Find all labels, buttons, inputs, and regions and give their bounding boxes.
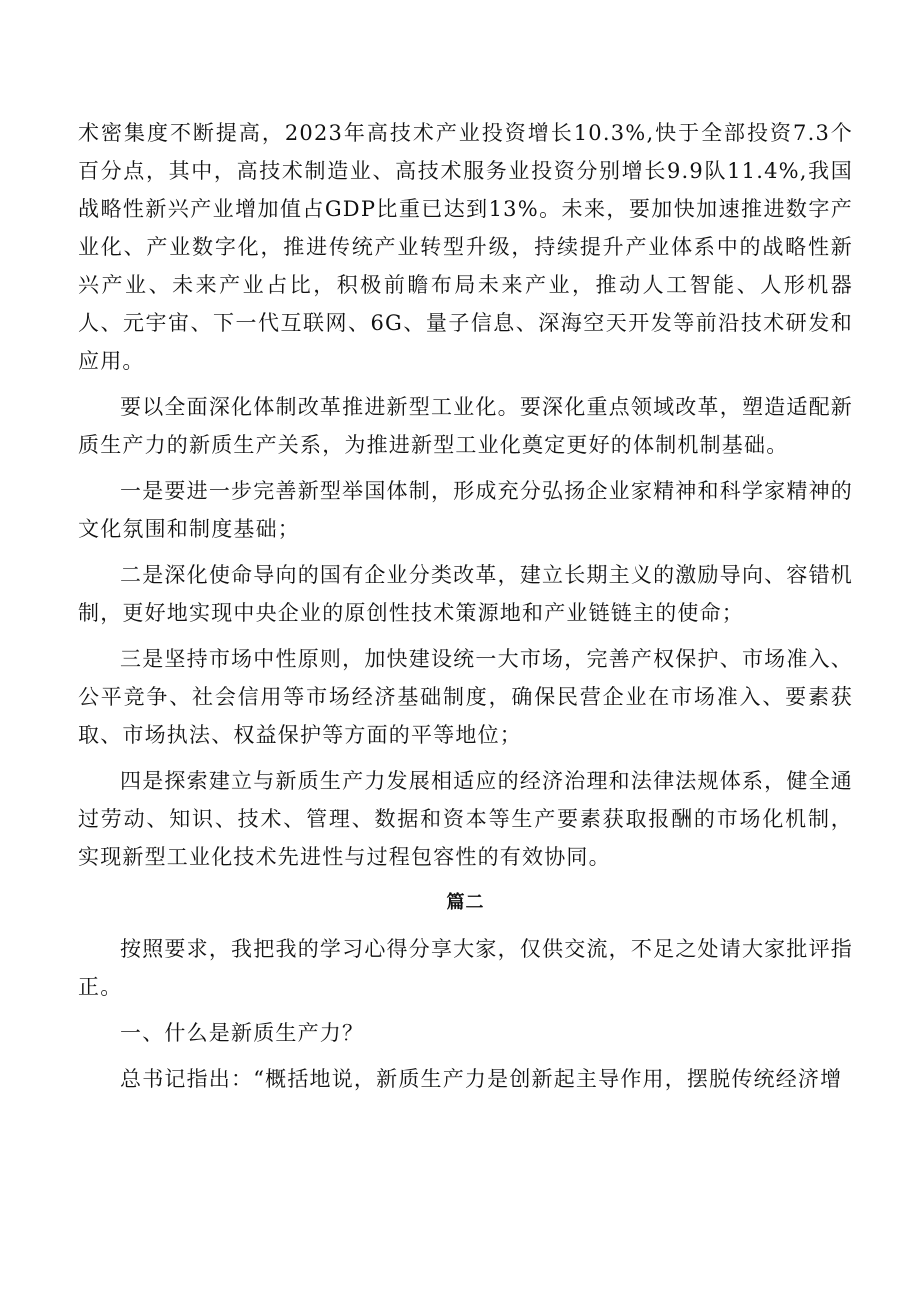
document-page	[78, 114, 853, 1106]
paragraph-tech-investment: 术密集度不断提高，2023年高技术产业投资增长10.3%,快于全部投资7.3个百分点，其中，高技术制造业、高技术服务业投资分别增长9.9队11.4%,我国战略性新兴产业增加值占GDP比重已达到13%。未来，要加快加速推进数字产业化、产业数字化，推进传统产业转型升级，持续提升产业体系中的战略性新兴产业、未来产业占比，积极前瞻布局未来产业，推动人工智能、人形机器人、元宇宙、下一代互联网、6G、量子信息、深海空天开发等前沿技术研发和应用。	[78, 121, 853, 373]
paragraph-point-four: 四是探索建立与新质生产力发展相适应的经济治理和法律法规体系，健全通过劳动、知识、技术、管理、数据和资本等生产要素获取报酬的市场化机制，实现新型工业化技术先进性与过程包容性的有效协同。	[78, 769, 853, 869]
section-heading: 篇二	[446, 892, 485, 913]
paragraph-point-two: 二是深化使命导向的国有企业分类改革，建立长期主义的激励导向、容错机制，更好地实现中央企业的原创性技术策源地和产业链链主的使命；	[78, 563, 853, 625]
paragraph-quote: 总书记指出：“概括地说，新质生产力是创新起主导作用，摆脱传统经济增	[120, 1067, 843, 1091]
paragraph-point-three: 三是坚持市场中性原则，加快建设统一大市场，完善产权保护、市场准入、公平竞争、社会信用等市场经济基础制度，确保民营企业在市场准入、要素获取、市场执法、权益保护等方面的平等地位；	[78, 647, 853, 747]
paragraph-question: 一、什么是新质生产力？	[120, 1021, 365, 1045]
paragraph-point-one: 一是要进一步完善新型举国体制，形成充分弘扬企业家精神和科学家精神的文化氛围和制度基础；	[78, 479, 853, 541]
paragraph-institutional-reform: 要以全面深化体制改革推进新型工业化。要深化重点领域改革，塑造适配新质生产力的新质生产关系，为推进新型工业化奠定更好的体制机制基础。	[78, 395, 853, 457]
paragraph-intro: 按照要求，我把我的学习心得分享大家，仅供交流，不足之处请大家批评指正。	[78, 937, 853, 999]
